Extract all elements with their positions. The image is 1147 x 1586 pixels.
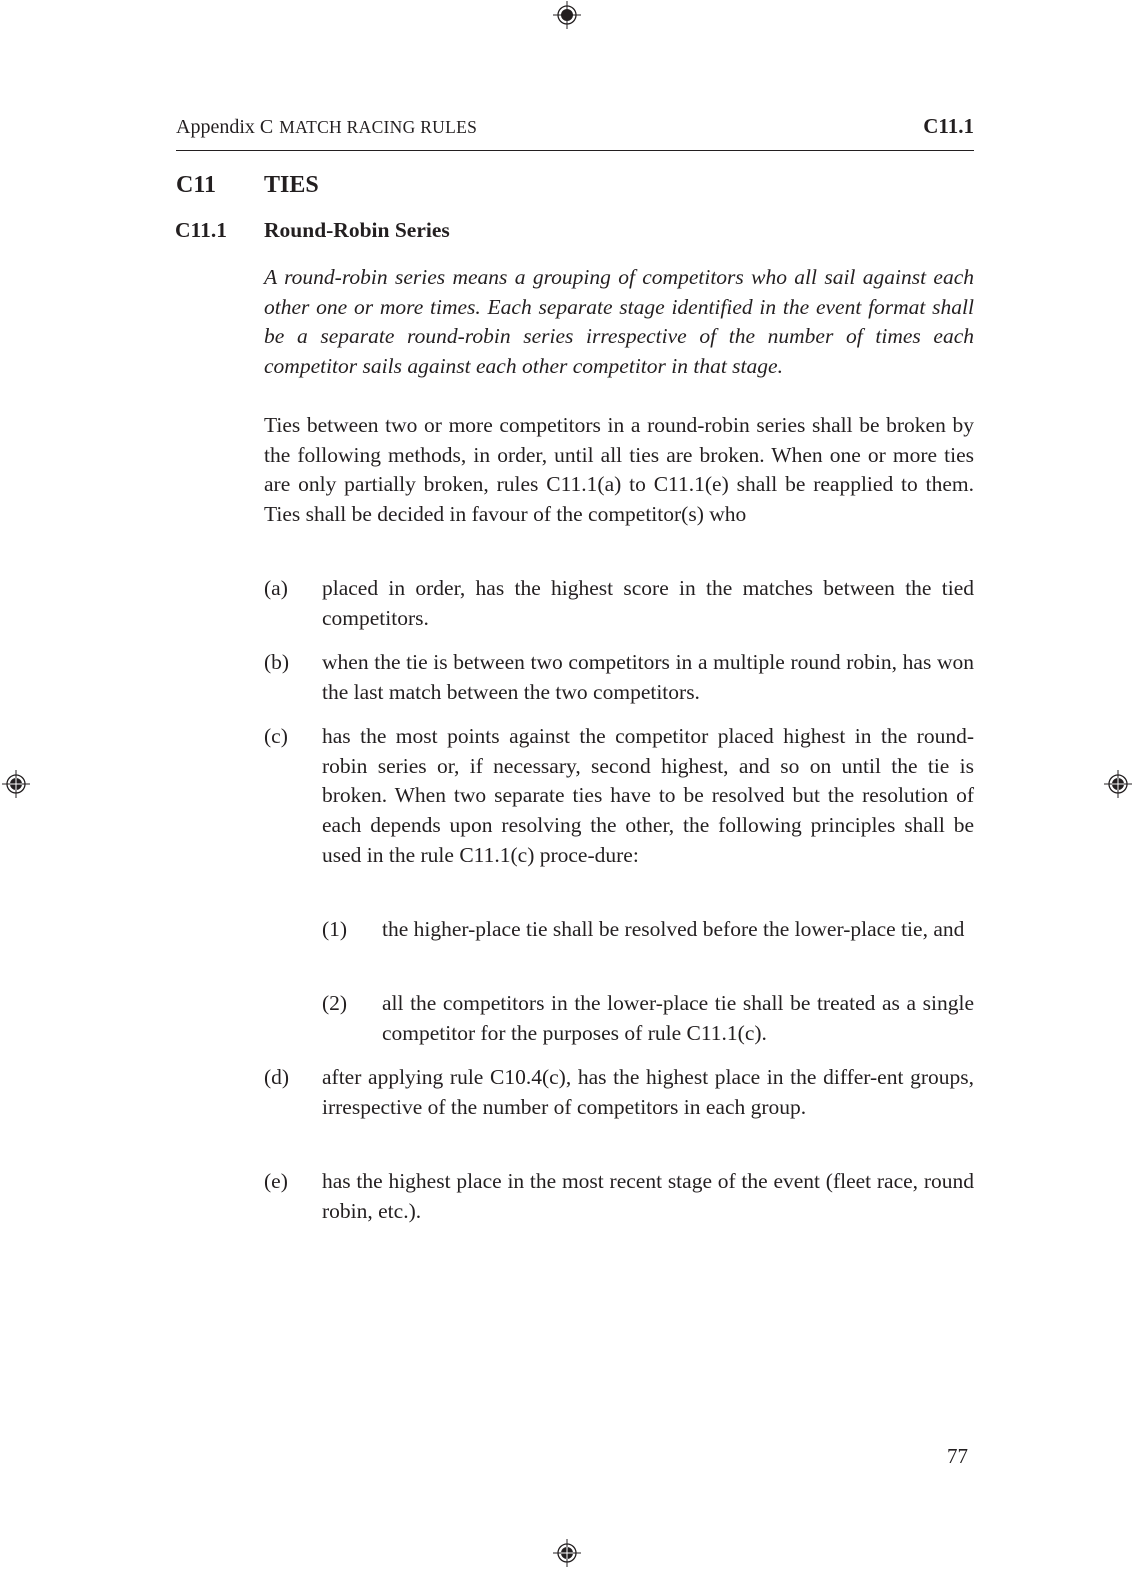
list-item-text: has the highest place in the most recent stage of the event (fleet race, round robin, etc.). xyxy=(322,1169,974,1223)
header-left xyxy=(176,116,477,139)
list-item-text: placed in order, has the highest score in the matches between the tied competitors. xyxy=(322,576,974,630)
registration-mark-icon xyxy=(552,0,582,30)
sub-list-item-text: the higher-place tie shall be resolved before the lower-place tie, and xyxy=(382,917,965,941)
section-number: C11 xyxy=(176,172,217,198)
list-item-label: (a) xyxy=(264,576,288,600)
header-section-title: MATCH RACING RULES xyxy=(279,117,478,137)
intro-paragraph xyxy=(264,411,974,530)
list-item-text: after applying rule C10.4(c), has the highest place in the differ-ent groups, irrespective of the number of competitors in each group. xyxy=(322,1065,974,1119)
header-appendix: Appendix C xyxy=(176,116,274,138)
list-item-label: (b) xyxy=(264,650,290,674)
header-rule-ref: C11.1 xyxy=(923,114,974,138)
list-item-label: (e) xyxy=(264,1169,288,1193)
definition-paragraph xyxy=(264,263,974,382)
page-number: 77 xyxy=(947,1444,968,1468)
intro-text: Ties between two or more competitors in a round-robin series shall be broken by the following methods, in order, until all ties are broken. When one or more ties are only partially broken, rules C11.1(a) to C11.1(e) shall be reapplied to them. Ties shall be decided in favour of the competitor(s) who xyxy=(264,413,974,527)
list-item-text: has the most points against the competitor placed highest in the round-robin series or, if necessary, second highest, and so on until the tie is broken. When two separate ties have to be resolved but the resolution of each depends upon resolving the other, the following principles shall be used in the rule C11.1(c) proce-dure: xyxy=(322,724,974,867)
definition-text: A round-robin series means a grouping of competitors who all sail against each other one or more times. Each separate stage identified in the event format shall be a separate round-robin series irrespective of the number of times each competitor sails against each other competitor in that stage. xyxy=(264,265,974,379)
sub-list-item-label: (2) xyxy=(322,991,348,1015)
sub-list-item-label: (1) xyxy=(322,917,348,941)
list-item-label: (d) xyxy=(264,1065,290,1089)
section-title: TIES xyxy=(264,172,319,198)
registration-mark-icon xyxy=(1,769,31,799)
subsection-title: Round-Robin Series xyxy=(264,218,450,242)
subsection-number: C11.1 xyxy=(175,218,227,242)
registration-mark-icon xyxy=(552,1538,582,1568)
sub-list-item-text: all the competitors in the lower-place tie shall be treated as a single competitor for the purposes of rule C11.1(c). xyxy=(382,991,974,1045)
list-item-label: (c) xyxy=(264,724,288,748)
running-header xyxy=(176,114,974,151)
list-item-text: when the tie is between two competitors in a multiple round robin, has won the last match between the two competitors. xyxy=(322,650,974,704)
registration-mark-icon xyxy=(1103,769,1133,799)
